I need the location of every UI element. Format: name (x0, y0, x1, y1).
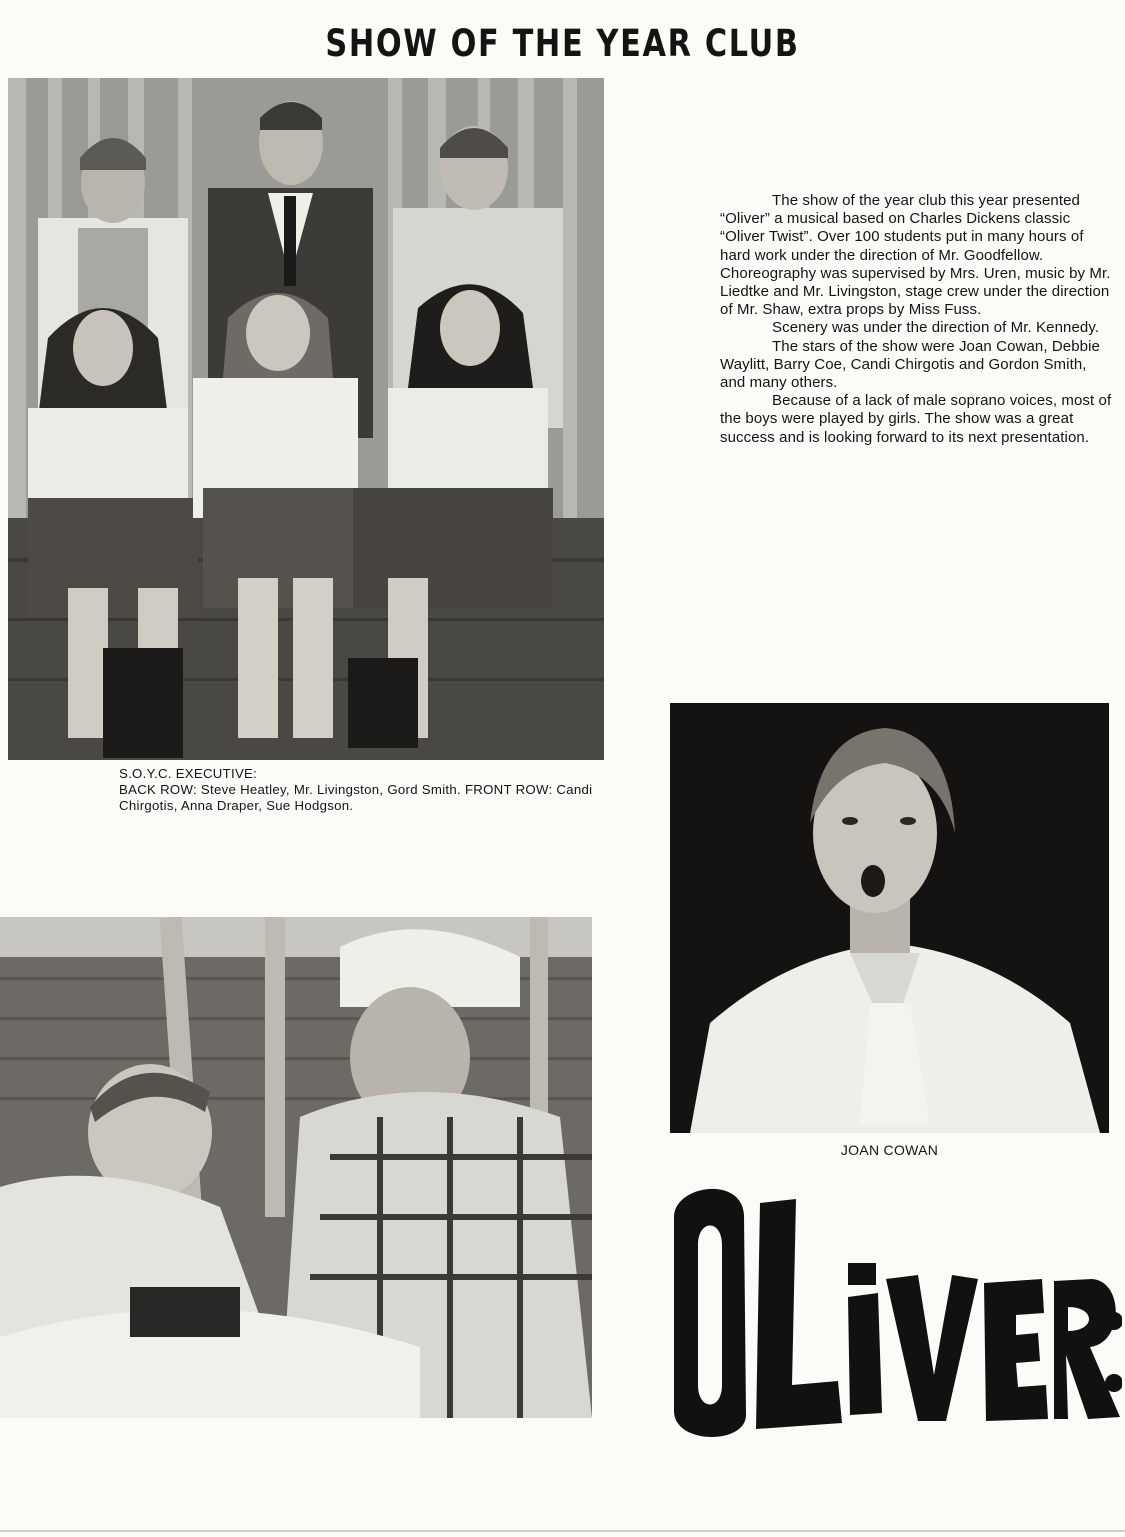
article-paragraph: The stars of the show were Joan Cowan, Debbie Waylitt, Barry Coe, Candi Chirgotis and Gordon Smith, and many others. (720, 337, 1101, 392)
executive-caption (119, 766, 609, 814)
joan-cowan-caption: JOAN COWAN (840, 1142, 939, 1158)
article-text (720, 192, 1112, 447)
joan-cowan-photo (670, 703, 1109, 1133)
executive-group-photo (8, 78, 604, 760)
article-paragraph: Scenery was under the direction of Mr. Kennedy. (772, 319, 1100, 337)
executive-caption-names: BACK ROW: Steve Heatley, Mr. Livingston, Gord Smith. FRONT ROW: Candi Chirgotis, Anna Draper, Sue Hodgson. (119, 782, 593, 813)
stage-scene-photo (0, 917, 592, 1418)
oliver-wordmark-logo (672, 1175, 1122, 1445)
article-paragraph: Because of a lack of male soprano voices, most of the boys were played by girls. The show was a great success and is looking forward to its next presentation. (720, 392, 1112, 446)
executive-caption-heading: S.O.Y.C. EXECUTIVE: (119, 766, 258, 781)
bottom-rule (0, 1530, 1125, 1532)
page-title: SHOW OF THE YEAR CLUB (325, 22, 800, 65)
oliver-logo-art (672, 1175, 1122, 1445)
article-paragraph: The show of the year club this year presented “Oliver” a musical based on Charles Dickens classic “Oliver Twist”. Over 100 students put in many hours of hard work under the direction of Mr. Goodfellow. Choreography was supervised by Mrs. Uren, music by Mr. Liedtke and Mr. Livingston, stage crew under the direction of Mr. Shaw, extra props by Miss Fuss. (720, 192, 1111, 319)
